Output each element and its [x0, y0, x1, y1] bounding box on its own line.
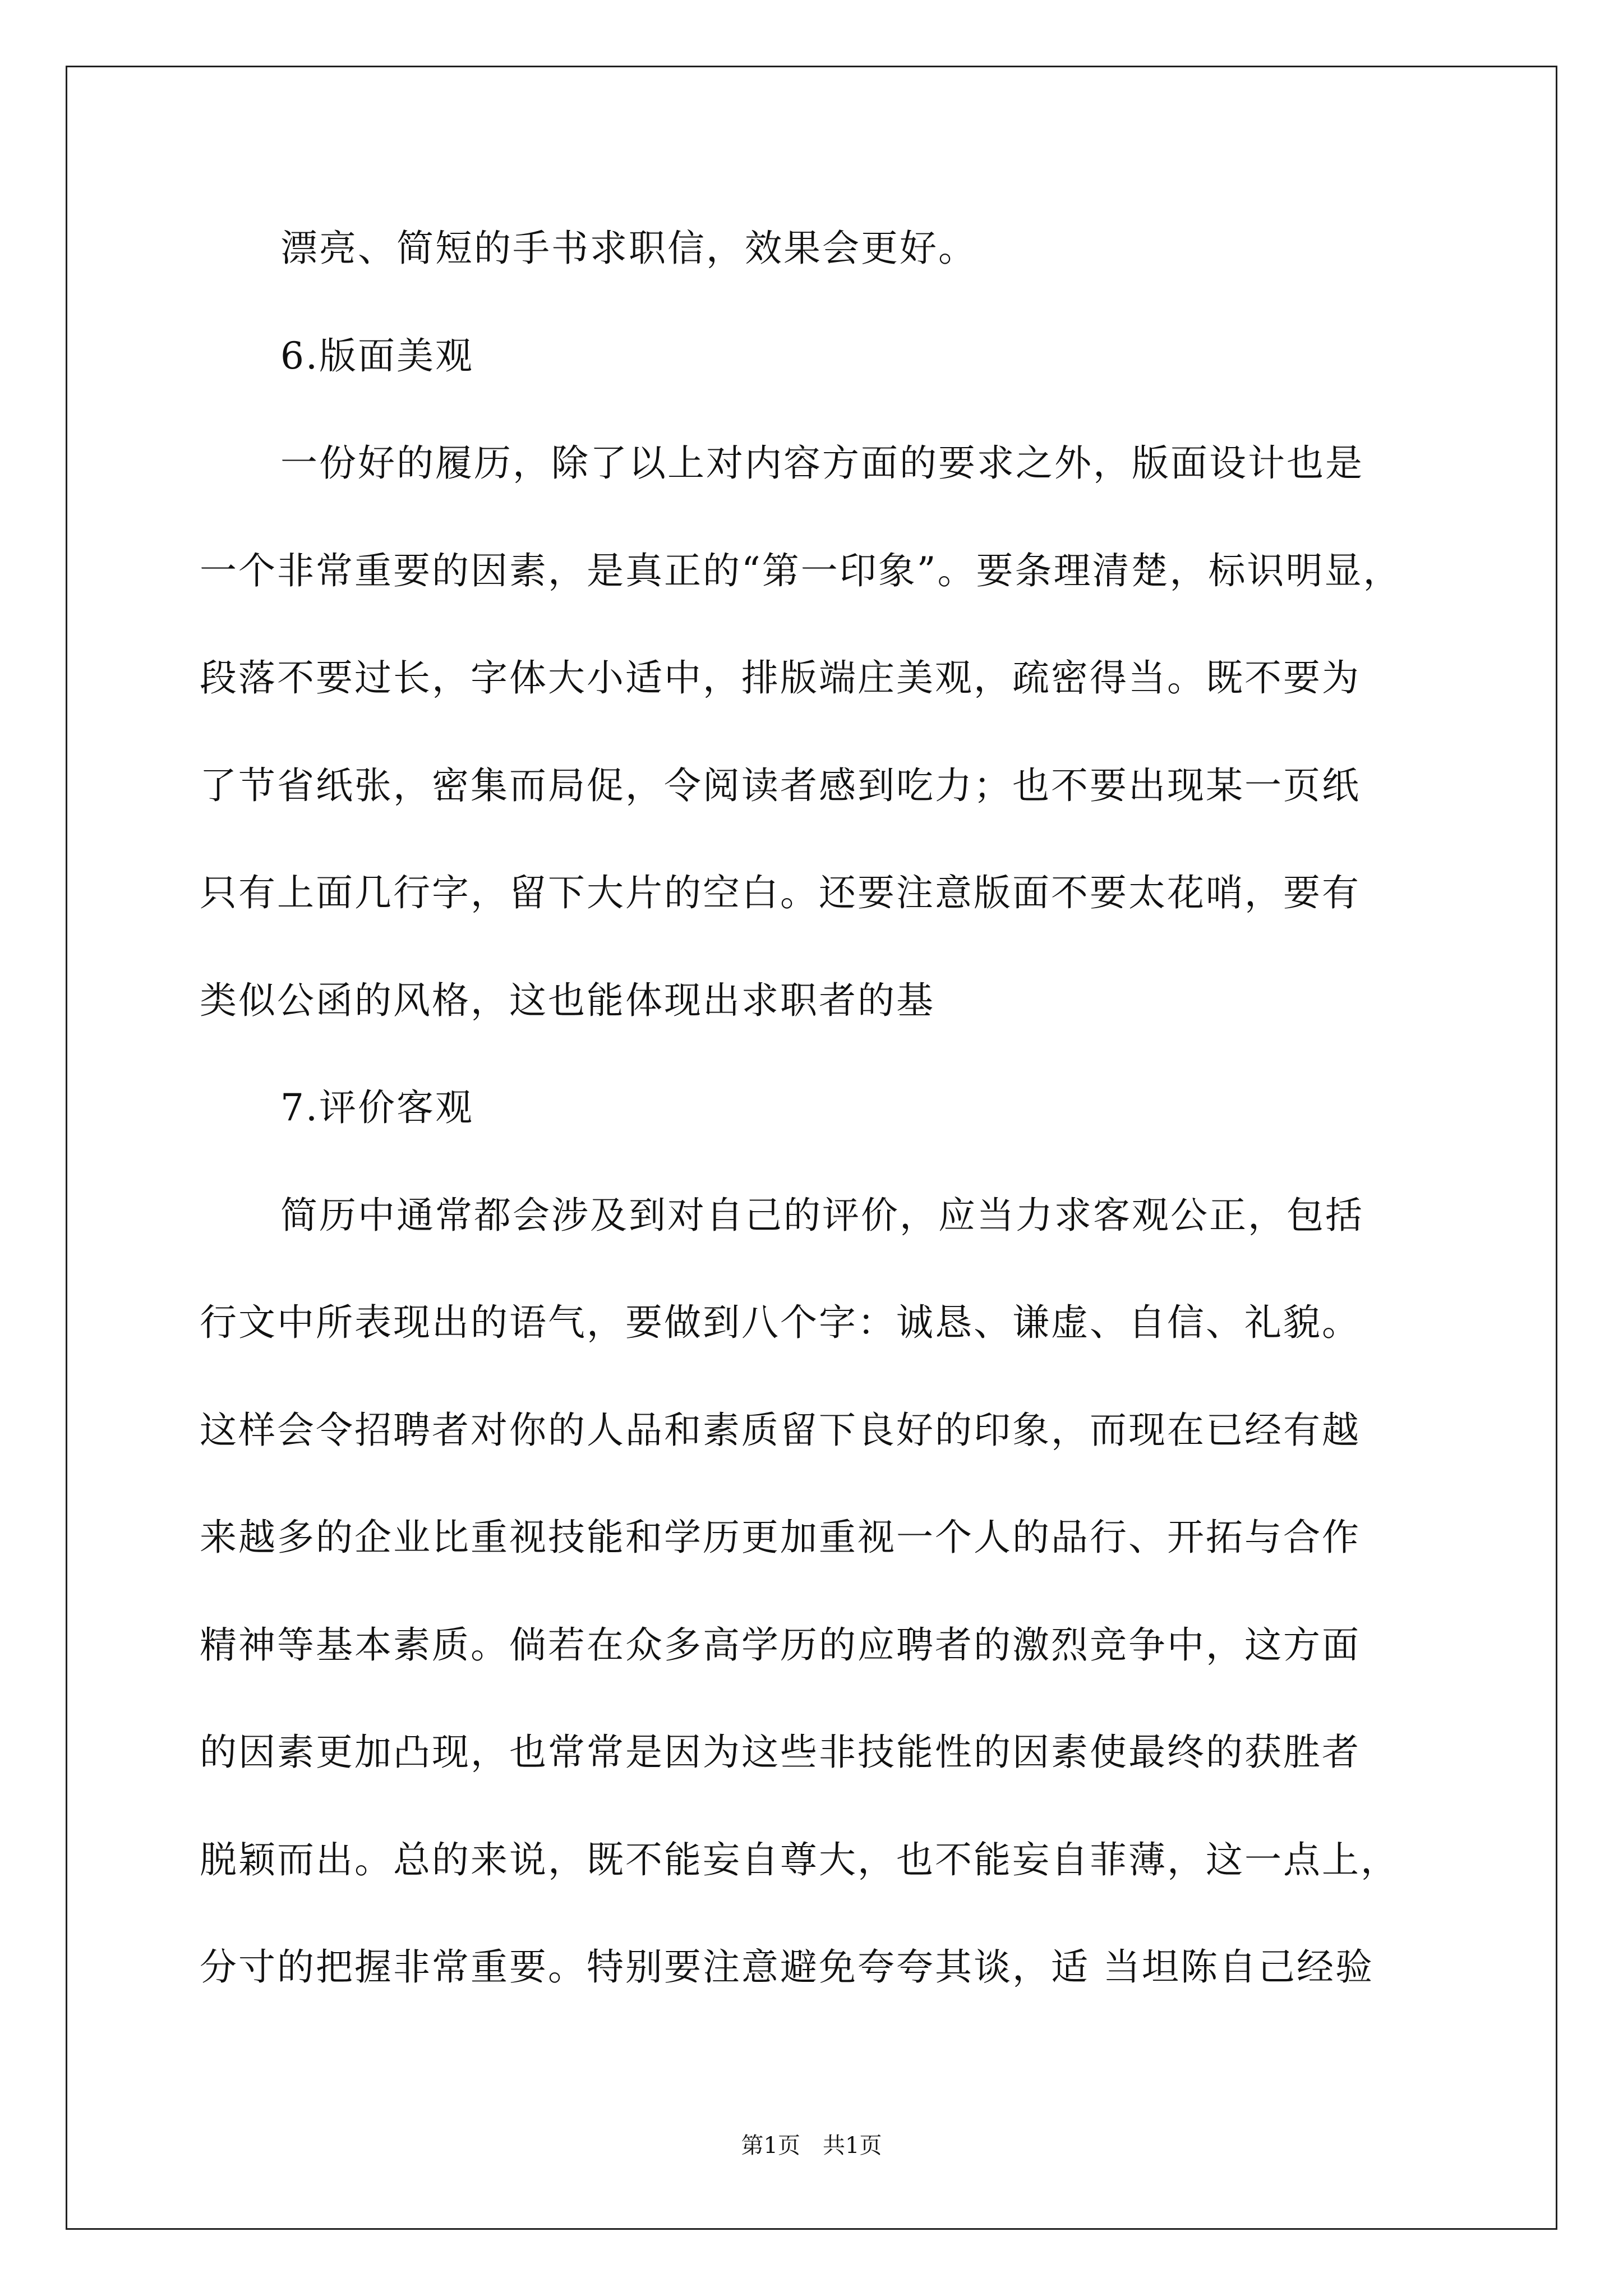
page-border: [66, 66, 1557, 2230]
text-line: 分寸的把握非常重要。特别要注意避免夸夸其谈，适 当坦陈自己经验: [200, 1945, 1374, 1989]
text-line: 来越多的企业比重视技能和学历更加重视一个人的品行、开拓与合作: [200, 1516, 1361, 1559]
text-line: 脱颖而出。总的来说，既不能妄自尊大，也不能妄自菲薄，这一点上，: [200, 1838, 1399, 1881]
text-line: 段落不要过长，字体大小适中，排版端庄美观，疏密得当。既不要为: [200, 656, 1361, 700]
text-line: 这样会令招聘者对你的人品和素质留下良好的印象，而现在已经有越: [200, 1409, 1361, 1452]
text-line: 类似公函的风格，这也能体现出求职者的基: [200, 979, 935, 1022]
text-line: 行文中所表现出的语气，要做到八个字：诚恳、谦虚、自信、礼貌。: [200, 1301, 1361, 1344]
text-line: 了节省纸张，密集而局促，令阅读者感到吃力；也不要出现某一页纸: [200, 764, 1361, 807]
text-line: 只有上面几行字，留下大片的空白。还要注意版面不要太花哨，要有: [200, 871, 1361, 914]
text-line: 精神等基本素质。倘若在众多高学历的应聘者的激烈竞争中，这方面: [200, 1623, 1361, 1667]
text-line: 一个非常重要的因素，是真正的“第一印象”。要条理清楚，标识明显，: [200, 549, 1402, 592]
text-line: 一份好的履历，除了以上对内容方面的要求之外，版面设计也是: [280, 441, 1364, 485]
text-line: 漂亮、简短的手书求职信，效果会更好。: [280, 227, 977, 270]
text-line: 简历中通常都会涉及到对自己的评价，应当力求客观公正，包括: [280, 1194, 1364, 1237]
page-number-footer: 第1页 共1页: [741, 2133, 882, 2159]
section-heading: 7.评价客观: [280, 1086, 474, 1129]
text-line: 的因素更加凸现，也常常是因为这些非技能性的因素使最终的获胜者: [200, 1731, 1361, 1774]
section-heading: 6.版面美观: [280, 334, 474, 378]
